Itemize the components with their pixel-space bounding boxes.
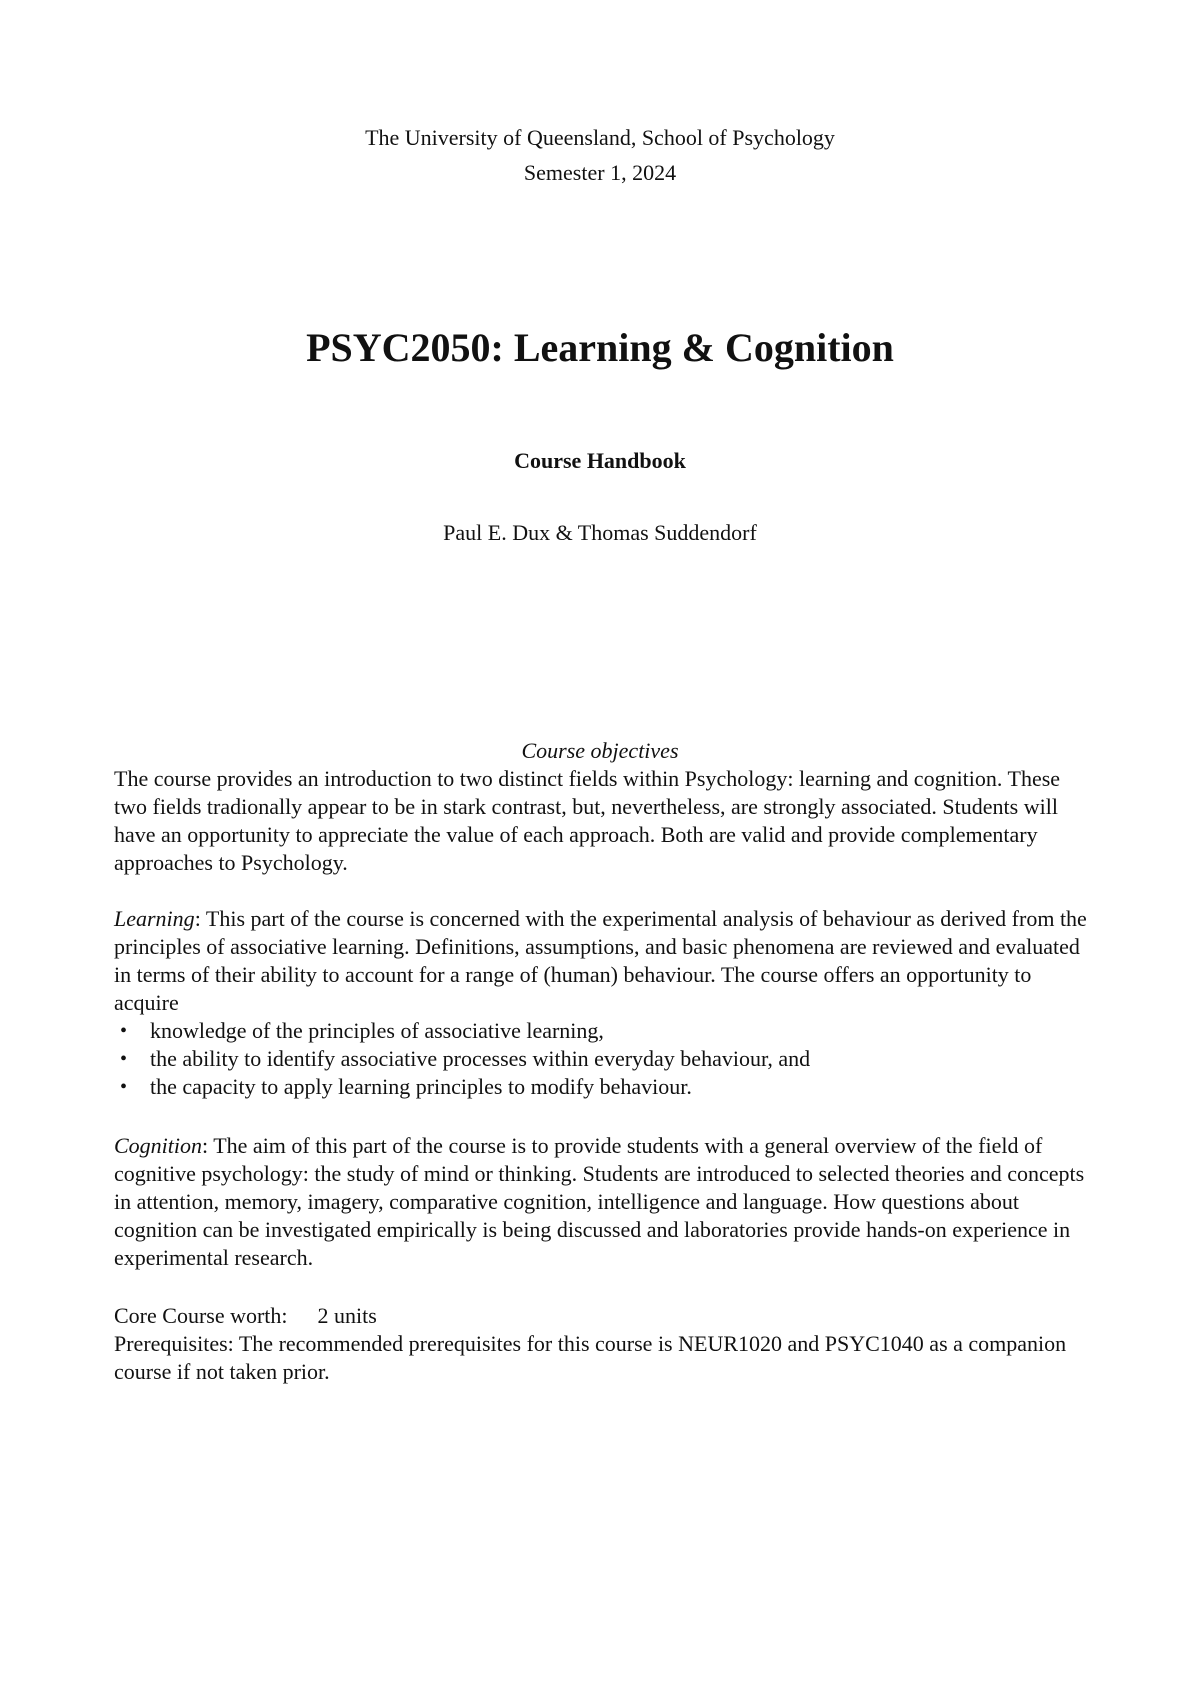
list-item: [114, 1045, 1094, 1073]
list-item: [114, 1017, 1094, 1045]
bullet-icon: •: [120, 1020, 128, 1042]
cognition-section: [114, 1132, 1094, 1272]
semester-line: Semester 1, 2024: [523, 160, 677, 185]
course-title: PSYC2050: Learning & Cognition: [306, 325, 894, 370]
learning-text: : This part of the course is concerned with the experimental analysis of behaviour as derived from the principles of associative learning. Definitions, assumptions, and basic phenomena are reviewed and evaluated in terms of their ability to account for a range of (human) behaviour. The course offers an opportunity to acquire: [114, 906, 1087, 1015]
learning-section: [114, 905, 1094, 1101]
list-item-text: the capacity to apply learning principles to modify behaviour.: [150, 1074, 692, 1099]
prerequisites-label: Prerequisites:: [114, 1331, 234, 1356]
cognition-text: : The aim of this part of the course is to provide students with a general overview of the field of cognitive psychology: the study of mind or thinking. Students are introduced to selected theories and concepts in attention, memory, imagery, comparative cognition, intelligence and language. How questions about cognition can be investigated empirically is being discussed and laboratories provide hands-on experience in experimental research.: [114, 1133, 1085, 1270]
prerequisites-text: The recommended prerequisites for this course is NEUR1020 and PSYC1040 as a companion course if not taken prior.: [114, 1331, 1067, 1384]
list-item: [114, 1073, 1094, 1101]
learning-bullet-list: [114, 1017, 1094, 1101]
bullet-icon: •: [120, 1076, 128, 1098]
course-worth-label: Core Course worth:: [114, 1303, 288, 1328]
course-info-section: [114, 1302, 1094, 1386]
authors-line: Paul E. Dux & Thomas Suddendorf: [443, 520, 757, 545]
objectives-heading: Course objectives: [521, 738, 679, 763]
learning-paragraph: [114, 905, 1094, 1017]
list-item-text: knowledge of the principles of associative learning,: [150, 1018, 604, 1043]
course-worth-value: 2 units: [317, 1303, 377, 1328]
list-item-text: the ability to identify associative processes within everyday behaviour, and: [150, 1046, 811, 1071]
course-worth-row: [114, 1302, 1094, 1330]
bullet-icon: •: [120, 1048, 128, 1070]
document-subtitle: Course Handbook: [514, 448, 686, 473]
cognition-label: Cognition: [114, 1133, 203, 1158]
objectives-intro-paragraph: [114, 765, 1094, 877]
institution-line: The University of Queensland, School of Psychology: [365, 125, 835, 150]
learning-label: Learning: [114, 906, 195, 931]
cognition-paragraph: [114, 1132, 1094, 1272]
objectives-intro-text: The course provides an introduction to two distinct fields within Psychology: learning and cognition. These two fields tradionally appear to be in stark contrast, but, nevertheless, are strongly associated. Students will have an opportunity to appreciate the value of each approach. Both are valid and provide complementary approaches to Psychology.: [114, 766, 1061, 875]
prerequisites-paragraph: [114, 1330, 1094, 1386]
